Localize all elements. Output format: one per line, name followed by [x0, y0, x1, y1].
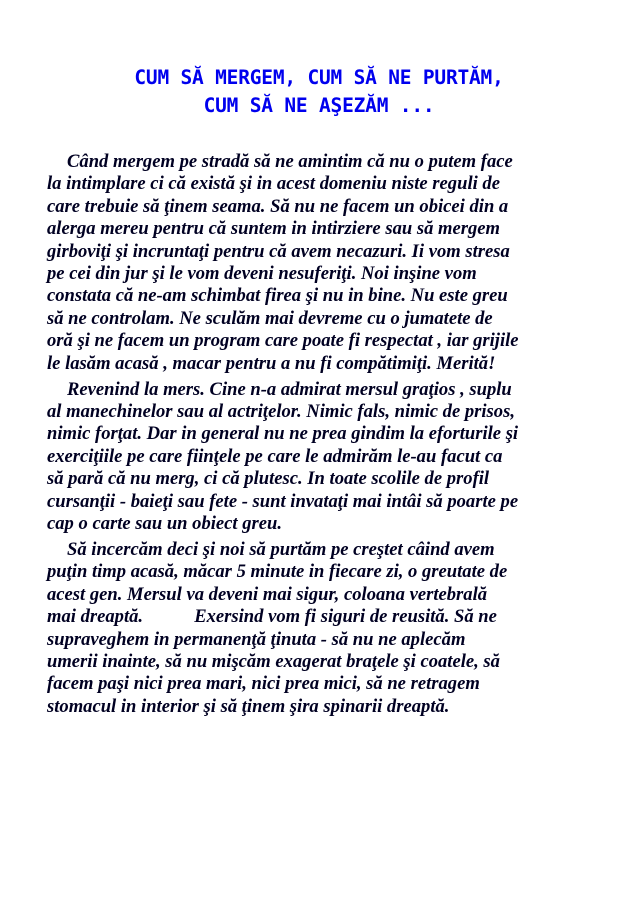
paragraph-line: să ne controlam. Ne sculăm mai devreme cu o jumatete de	[47, 307, 493, 329]
paragraph-line: girboviţi şi incruntaţi pentru că avem necazuri. Ii vom stresa	[47, 240, 510, 262]
paragraph-line: Să incercăm deci şi noi să purtăm pe creştet câind avem	[67, 538, 495, 560]
paragraph-line: al manechinelor sau al actriţelor. Nimic fals, nimic de prisos,	[47, 400, 515, 422]
paragraph-2	[47, 379, 607, 536]
paragraph-3	[47, 539, 607, 718]
paragraph-line: constata că ne-am schimbat firea şi nu in bine. Nu este greu	[47, 285, 508, 307]
paragraph-line: facem paşi nici prea mari, nici prea mici, să ne retragem	[47, 673, 480, 695]
paragraph-line: mai dreaptă. Exersind vom fi siguri de reusită. Să ne	[47, 606, 497, 628]
paragraph-line: cap o carte sau un obiect greu.	[47, 513, 283, 534]
paragraph-line: pe cei din jur şi le vom deveni nesuferiţi. Noi inşine vom	[47, 263, 477, 285]
paragraph-line: Când mergem pe stradă să ne amintim că nu o putem face	[67, 151, 513, 172]
paragraph-line: supraveghem in permanenţă ţinuta - să nu ne aplecăm	[47, 628, 466, 650]
page-title	[30, 64, 608, 120]
paragraph-line: Revenind la mers. Cine n-a admirat mersul graţios , suplu	[67, 378, 512, 400]
title-line-1: CUM SĂ MERGEM, CUM SĂ NE PURTĂM,	[134, 66, 504, 89]
paragraph-line: oră şi ne facem un program care poate fi respectat , iar grijile	[47, 330, 519, 352]
paragraph-line: cursanţii - baieţi sau fete - sunt invataţi mai intâi să poarte pe	[47, 490, 519, 512]
paragraph-line: puţin timp acasă, măcar 5 minute in fiecare zi, o greutate de	[47, 561, 508, 583]
article-body	[47, 151, 607, 722]
paragraph-line: să pară că nu merg, ci că plutesc. In toate scolile de profil	[47, 468, 490, 490]
paragraph-line: alerga mereu pentru că suntem in intirziere sau să mergem	[47, 218, 501, 240]
paragraph-1	[47, 151, 607, 375]
paragraph-line: le lasăm acasă , macar pentru a nu fi compătimiţi. Merită!	[47, 352, 496, 374]
paragraph-line: acest gen. Mersul va deveni mai sigur, coloana vertebrală	[47, 583, 488, 605]
paragraph-line: umerii inainte, să nu mişcăm exagerat braţele şi coatele, să	[47, 650, 500, 672]
paragraph-line: stomacul in interior şi să ţinem şira spinarii dreaptă.	[47, 695, 450, 717]
paragraph-line: exerciţiile pe care fiinţele pe care le admirăm le-au facut ca	[47, 445, 503, 467]
title-line-2: CUM SĂ NE AŞEZĂM ...	[203, 94, 435, 117]
paragraph-line: la intimplare ci că există şi in acest domeniu niste reguli de	[47, 173, 500, 195]
paragraph-line: care trebuie să ţinem seama. Să nu ne facem un obicei din a	[47, 195, 509, 217]
paragraph-line: nimic forţat. Dar in general nu ne prea gindim la eforturile şi	[47, 423, 519, 445]
